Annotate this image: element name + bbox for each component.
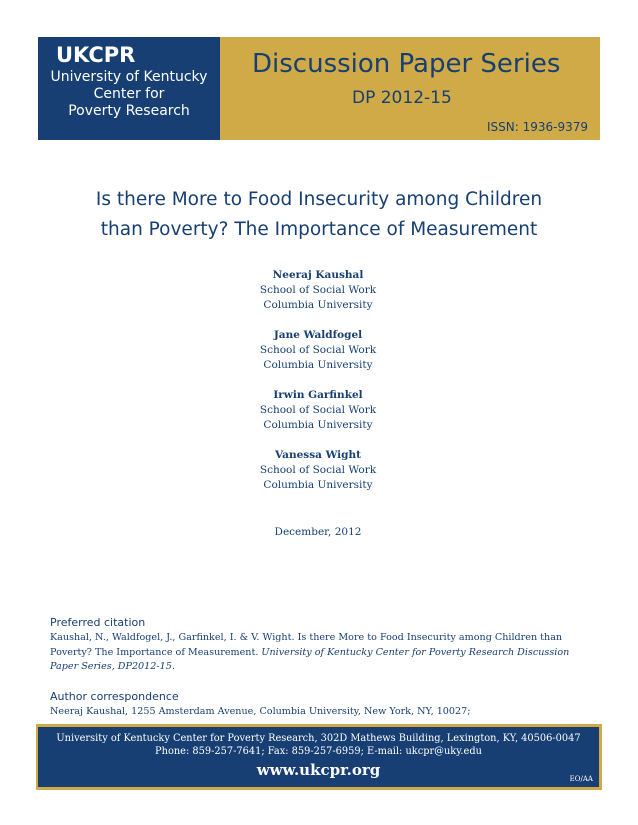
author-affiliation: Columbia University	[263, 479, 373, 491]
correspondence-heading: Author correspondence	[50, 690, 179, 703]
author-dept: School of Social Work	[259, 404, 377, 416]
brand-name: UKCPR	[56, 43, 136, 67]
series-title: Discussion Paper Series	[252, 49, 561, 79]
issn: ISSN: 1936-9379	[486, 120, 588, 134]
citation-heading: Preferred citation	[50, 616, 146, 629]
footer-banner	[36, 724, 602, 790]
author-entry	[218, 388, 418, 448]
correspondence-text: Neeraj Kaushal, 1255 Amsterdam Avenue, Columbia University, New York, NY, 10027;	[50, 706, 471, 717]
org-line: University of Kentucky	[50, 69, 208, 85]
footer-address	[38, 732, 599, 758]
org-line: Center for	[93, 86, 165, 102]
dp-number: DP 2012-15	[352, 88, 452, 108]
publication-date: December, 2012	[274, 526, 362, 538]
author-dept: School of Social Work	[259, 464, 377, 476]
author-entry	[218, 448, 418, 508]
author-entry	[218, 268, 418, 328]
title-line: than Poverty? The Importance of Measurement	[100, 219, 538, 240]
title-line: Is there More to Food Insecurity among Children	[95, 189, 543, 210]
author-name: Neeraj Kaushal	[272, 269, 364, 281]
ukcpr-logo-block	[38, 37, 220, 140]
citation-line: Kaushal, N., Waldfogel, J., Garfinkel, I. & V. Wight. Is there More to Food Insecurity among Children than	[50, 632, 563, 643]
author-entry	[218, 328, 418, 388]
org-line: Poverty Research	[68, 103, 190, 119]
citation-line: Poverty? The Importance of Measurement.	[50, 646, 262, 658]
series-banner	[220, 37, 600, 140]
author-affiliation: Columbia University	[263, 419, 373, 431]
citation-series: Paper Series, DP2012-15	[50, 661, 172, 672]
author-dept: School of Social Work	[259, 344, 377, 356]
author-affiliation: Columbia University	[263, 359, 373, 371]
author-list	[218, 268, 418, 508]
author-name: Irwin Garfinkel	[273, 389, 363, 401]
org-name	[38, 69, 220, 120]
preferred-citation	[50, 616, 598, 675]
author-name: Jane Waldfogel	[273, 329, 363, 341]
address-line: University of Kentucky Center for Poverty Research, 302D Mathews Building, Lexington, KY, 40506-0047	[56, 733, 581, 744]
eo-aa-label: EO/AA	[569, 775, 593, 783]
author-name: Vanessa Wight	[274, 449, 361, 461]
paper-title	[30, 185, 608, 245]
citation-end: .	[171, 661, 175, 672]
author-affiliation: Columbia University	[263, 299, 373, 311]
citation-text	[50, 631, 598, 675]
author-dept: School of Social Work	[259, 284, 377, 296]
contact-line: Phone: 859-257-7641; Fax: 859-257-6959; E-mail: ukcpr@uky.edu	[155, 746, 482, 757]
citation-publisher: University of Kentucky Center for Poverty Research Discussion	[261, 646, 570, 658]
website-link[interactable]: www.ukcpr.org	[256, 761, 381, 779]
author-correspondence	[50, 690, 598, 719]
